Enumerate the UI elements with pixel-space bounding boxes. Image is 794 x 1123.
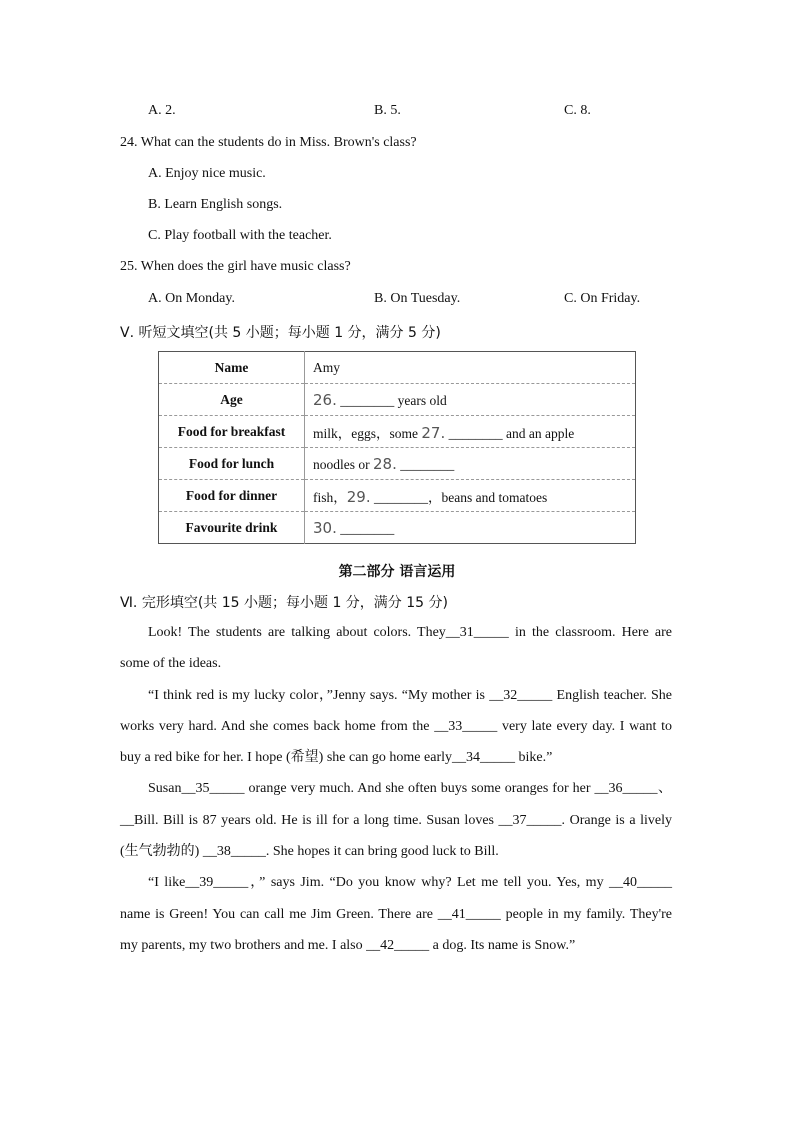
- table-row: [159, 512, 636, 544]
- table-row: [159, 416, 636, 448]
- answer-blank[interactable]: ________: [448, 425, 503, 441]
- table-row: [159, 480, 636, 512]
- row-value: Amy: [305, 352, 636, 384]
- q24-option-a: A. Enjoy nice music.: [148, 166, 266, 181]
- q25-option-a: A. On Monday.: [148, 291, 235, 306]
- table-row: [159, 448, 636, 480]
- cloze-paragraph: Look! The students are talking about colors. They__31_____ in the classroom. Here are some of the ideas.: [120, 625, 672, 672]
- question-number: 30.: [313, 518, 337, 537]
- question-number: 28.: [373, 454, 397, 473]
- q23-option-a: A. 2.: [148, 103, 176, 118]
- table-row: [159, 384, 636, 416]
- answer-blank[interactable]: ________: [373, 489, 428, 505]
- answer-blank[interactable]: ________: [340, 520, 395, 536]
- q23-option-b: B. 5.: [374, 103, 401, 118]
- q24-option-c: C. Play football with the teacher.: [148, 228, 332, 243]
- cloze-passage: [120, 617, 672, 961]
- answer-blank[interactable]: ________: [400, 456, 455, 472]
- table-row: [159, 352, 636, 384]
- row-value: milk，eggs，some 27. ________ and an apple: [305, 416, 636, 448]
- row-label: Age: [159, 384, 305, 416]
- row-label: Food for breakfast: [159, 416, 305, 448]
- row-value: noodles or 28. ________: [305, 448, 636, 480]
- row-label: Food for lunch: [159, 448, 305, 480]
- q25-option-b: B. On Tuesday.: [374, 291, 461, 306]
- row-label: Favourite drink: [159, 512, 305, 544]
- q24-question: 24. What can the students do in Miss. Brown's class?: [120, 135, 417, 150]
- row-value: fish，29. ________，beans and tomatoes: [305, 480, 636, 512]
- cloze-paragraph: Susan__35_____ orange very much. And she often buys some oranges for her __36_____、__Bill. Bill is 87 years old. He is ill for a long time. Susan loves __37_____. Orange is a lively (生气勃勃的) __38_____. She hopes it can bring good luck to Bill.: [120, 781, 672, 860]
- q24-option-b: B. Learn English songs.: [148, 197, 283, 212]
- cloze-paragraph: “I like__39_____，” says Jim. “Do you know why? Let me tell you. Yes, my __40_____ name is Green! You can call me Jim Green. There are __41_____ people in my family. They're my parents, my two brothers and me. I also __42_____ a dog. Its name is Snow.”: [120, 875, 672, 953]
- cloze-paragraph: “I think red is my lucky color，”Jenny says. “My mother is __32_____ English teacher. She works very hard. And she comes back home from the __33_____ very late every day. I want to buy a red bike for her. I hope (希望) she can go home early__34_____ bike.”: [120, 687, 672, 766]
- row-value: [305, 512, 636, 544]
- question-number: 26.: [313, 390, 337, 409]
- q23-option-c: C. 8.: [564, 103, 591, 118]
- question-number: 27.: [421, 423, 446, 442]
- row-value: 26. ________ years old: [305, 384, 636, 416]
- listening-table: [158, 351, 636, 544]
- q25-question: 25. When does the girl have music class?: [120, 259, 351, 274]
- answer-blank[interactable]: ________: [340, 392, 395, 408]
- row-label: Name: [159, 352, 305, 384]
- question-number: 29.: [346, 487, 371, 506]
- section-6-title: Ⅵ. 完形填空(共 15 小题；每小题 1 分，满分 15 分): [120, 595, 448, 611]
- q25-option-c: C. On Friday.: [564, 291, 641, 306]
- section-5-title: Ⅴ. 听短文填空(共 5 小题；每小题 1 分，满分 5 分): [120, 325, 441, 341]
- part-2-title: 第二部分 语言运用: [338, 564, 456, 580]
- row-label: Food for dinner: [159, 480, 305, 512]
